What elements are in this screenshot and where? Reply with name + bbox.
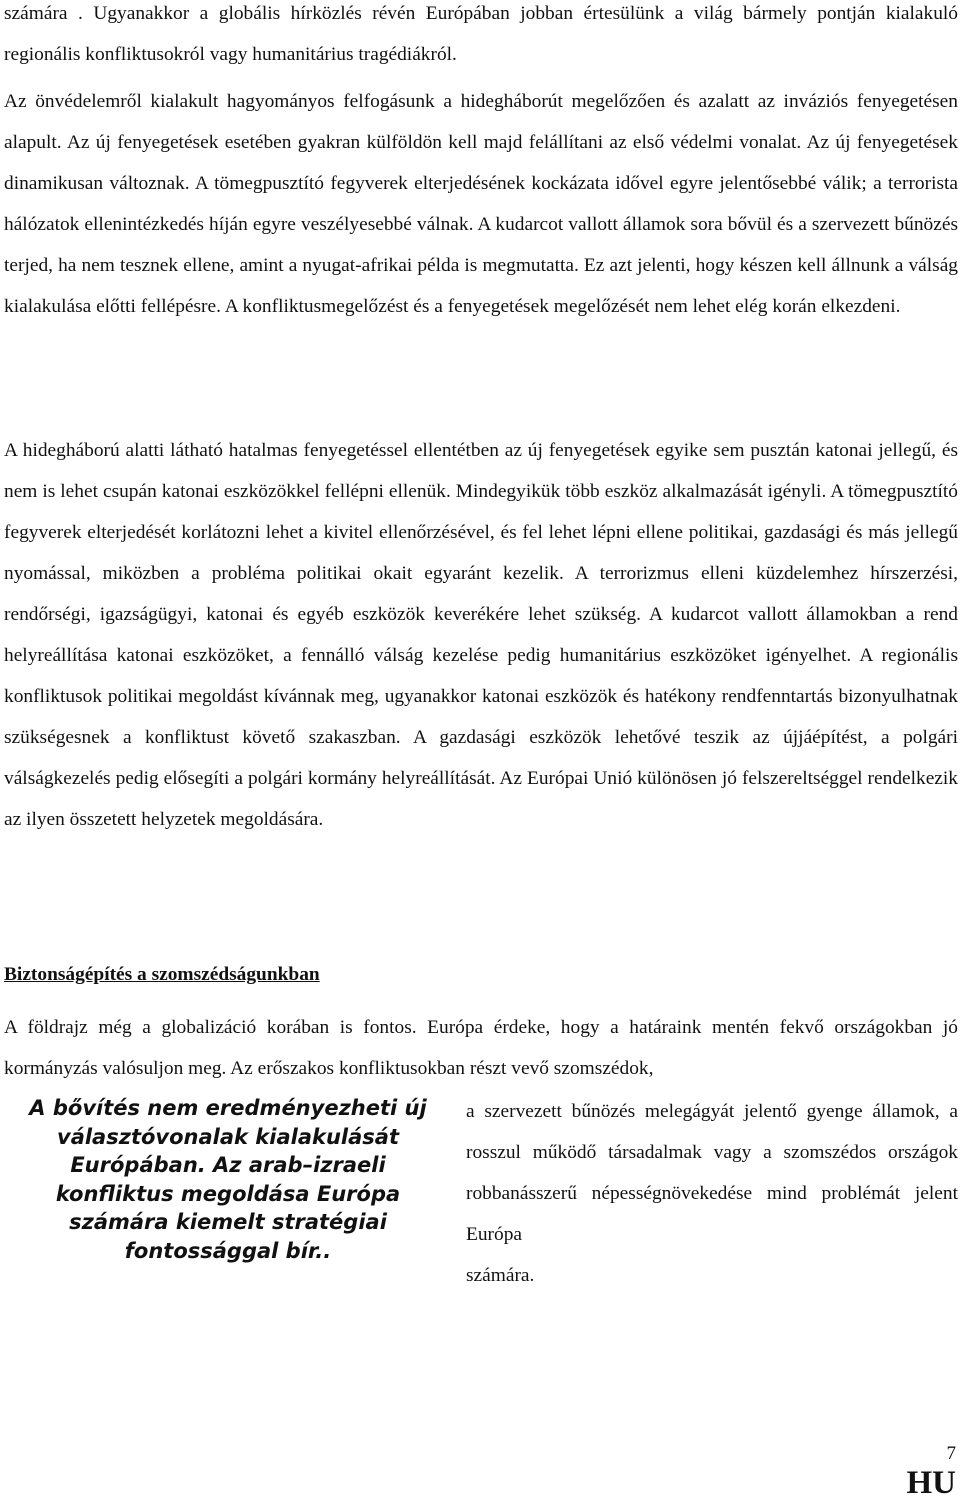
paragraph-geography: A földrajz még a globalizáció korában is fontos. Európa érdeke, hogy a határaink mentén fekvő országokban jó kormányzás valósuljon meg. Az erőszakos konfliktusokban részt vevő szomszédok,: [4, 1017, 958, 1079]
paragraph-self-defence: Az önvédelemről kialakult hagyományos felfogásunk a hidegháborút megelőzően és azalatt az inváziós fenyegetésen alapult. Az új fenyegetések esetében gyakran külföldön kell majd felállítani az első védelmi vonalat. Az új fenyegetések dinamikusan változnak. A tömegpusztító fegyverek elterjedésének kockázata idővel egyre jelentősebbé válik; a terrorista hálózatok ellenintézkedés híján egyre veszélyesebbé válnak. A kudarcot vallott államok sora bővül és a szervezett bűnözés terjed, ha nem tesznek ellene, amint a nyugat-afrikai példa is megmutatta. Ez azt jelenti, hogy készen kell állnunk a válság kialakulása előtti fellépésre. A konfliktusmegelőzést és a fenyegetések megelőzését nem lehet elég korán elkezdeni.: [4, 91, 958, 317]
paragraph-geography-side: a szervezett bűnözés melegágyát jelentő gyenge államok, a rosszul működő társadalmak vagy a szomszédos országok robbanásszerű népességnövekedése mind problémát jelent Európa: [466, 1101, 958, 1245]
pull-quote: A bővítés nem eredményezheti új választóvonalak kialakulását Európában. Az arab–izraeli konfliktus megoldása Európa számára kiemelt stratégiai fontossággal bír..: [29, 1096, 427, 1263]
paragraph-intro-continuation: számára . Ugyanakkor a globális hírközlés révén Európában jobban értesülünk a világ bármely pontján kialakuló regionális konfliktusokról vagy humanitárius tragédiákról.: [4, 3, 958, 65]
page-number: 7: [946, 1443, 956, 1464]
language-mark: HU: [906, 1465, 956, 1501]
section-heading: Biztonságépítés a szomszédságunkban: [4, 964, 320, 985]
paragraph-new-threats: A hidegháború alatti látható hatalmas fenyegetéssel ellentétben az új fenyegetések egyike sem pusztán katonai jellegű, és nem is lehet csupán katonai eszközökkel fellépni ellenük. Mindegyikük több eszköz alkalmazását igényli. A tömegpusztító fegyverek elterjedését korlátozni lehet a kivitel ellenőrzésével, és fel lehet lépni ellene politikai, gazdasági és más jellegű nyomással, miközben a probléma politikai okait egyaránt kezelik. A terrorizmus elleni küzdelemhez hírszerzési, rendőrségi, igazságügyi, katonai és egyéb eszközök keverékére lehet szükség. A kudarcot vallott államokban a rend helyreállítása katonai eszközöket, a fennálló válság kezelése pedig humanitárius eszközöket igényelhet. A regionális konfliktusok politikai megoldást kívánnak meg, ugyanakkor katonai eszközök és hatékony rendfenntartás bizonyulhatnak szükségesnek a konfliktust követő szakaszban. A gazdasági eszközök lehetővé teszik az újjáépítést, a polgári válságkezelés pedig elősegíti a polgári kormány helyreállítását. Az Európai Unió különösen jó felszereltséggel rendelkezik az ilyen összetett helyzetek megoldására.: [4, 440, 958, 830]
paragraph-geography-end: számára.: [466, 1265, 535, 1286]
